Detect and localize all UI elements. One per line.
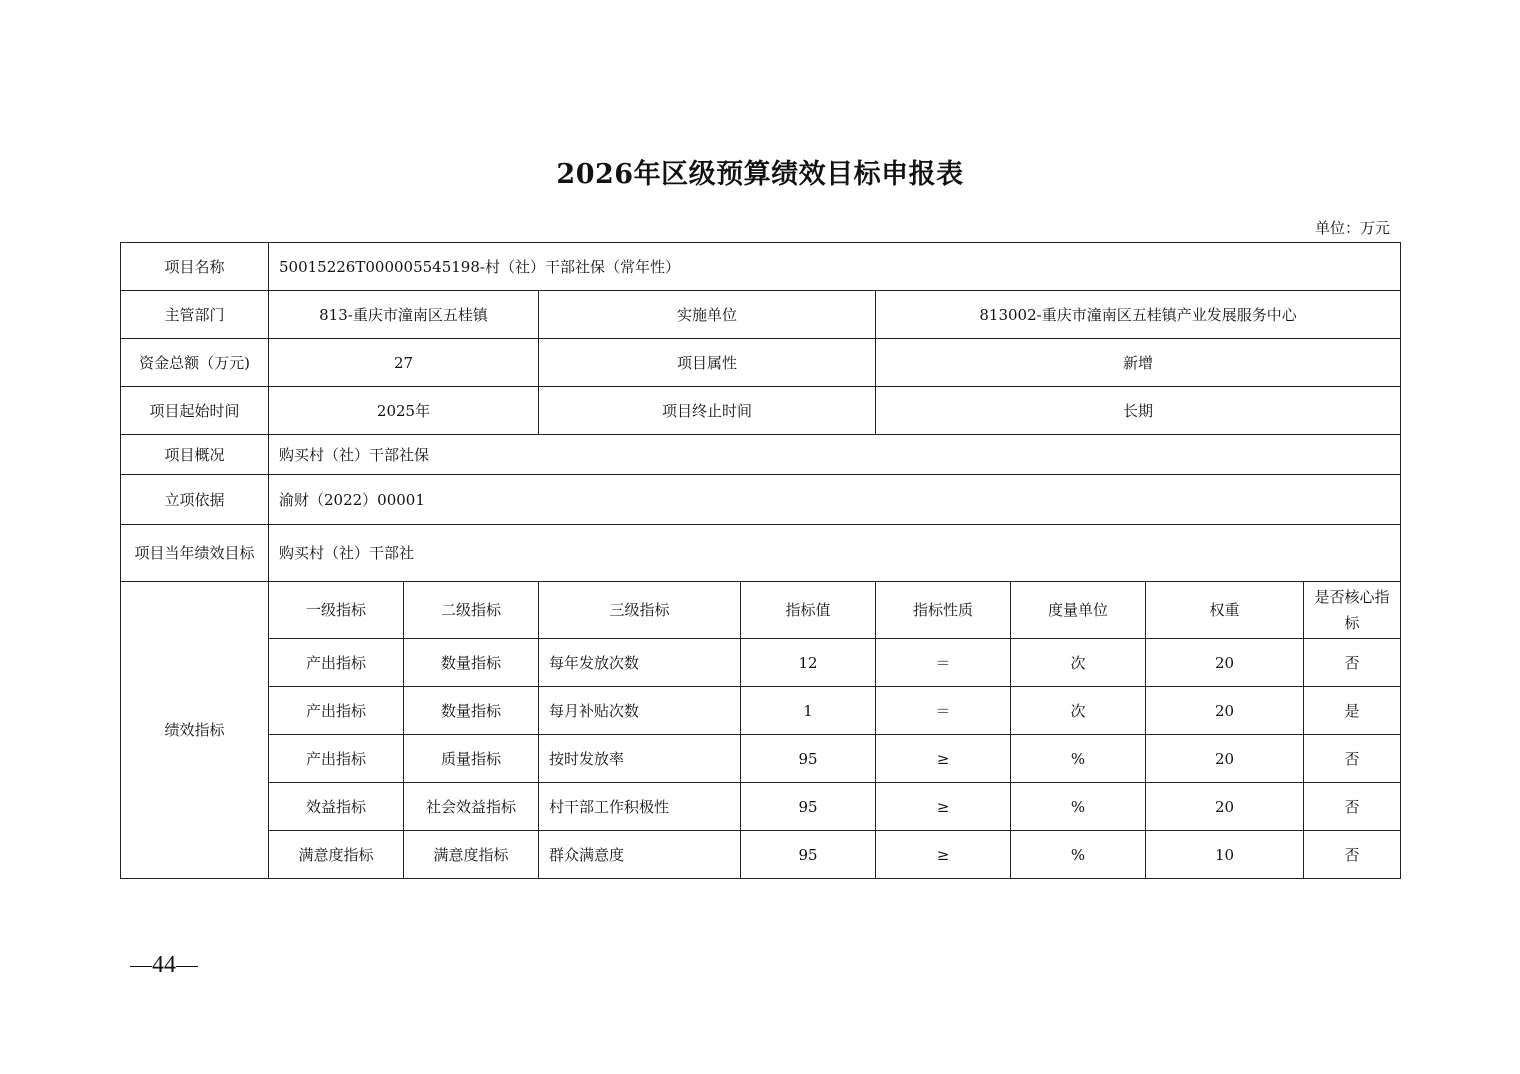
page-number-dash-right <box>176 966 198 967</box>
table-row <box>121 783 1401 831</box>
fund-label: 资金总额（万元) <box>121 339 269 387</box>
cell-level1: 产出指标 <box>269 687 404 735</box>
cell-weight: 20 <box>1146 687 1304 735</box>
cell-level3: 村干部工作积极性 <box>539 783 741 831</box>
cell-value: 12 <box>741 639 876 687</box>
cell-level3: 每年发放次数 <box>539 639 741 687</box>
cell-level3: 每月补贴次数 <box>539 687 741 735</box>
cell-level1: 效益指标 <box>269 783 404 831</box>
cell-core: 是 <box>1304 687 1401 735</box>
start-value: 2025年 <box>269 387 539 435</box>
cell-value: 95 <box>741 735 876 783</box>
cell-unit: % <box>1011 783 1146 831</box>
cell-unit: 次 <box>1011 639 1146 687</box>
goal-value: 购买村（社）干部社 <box>269 525 1401 582</box>
cell-level1: 产出指标 <box>269 735 404 783</box>
cell-value: 95 <box>741 783 876 831</box>
overview-label: 项目概况 <box>121 435 269 475</box>
page-title: 2026年区级预算绩效目标申报表 <box>556 159 964 190</box>
impl-label: 实施单位 <box>539 291 876 339</box>
cell-value: 1 <box>741 687 876 735</box>
overview-value: 购买村（社）干部社保 <box>269 435 1401 475</box>
cell-unit: 次 <box>1011 687 1146 735</box>
start-label: 项目起始时间 <box>121 387 269 435</box>
indicator-header-row <box>121 582 1401 639</box>
header-nature: 指标性质 <box>876 582 1011 639</box>
header-core: 是否核心指标 <box>1304 582 1401 639</box>
row-basis <box>121 475 1401 525</box>
row-department <box>121 291 1401 339</box>
cell-level2: 社会效益指标 <box>404 783 539 831</box>
impl-value: 813002-重庆市潼南区五桂镇产业发展服务中心 <box>876 291 1401 339</box>
end-value: 长期 <box>876 387 1401 435</box>
row-period <box>121 387 1401 435</box>
cell-level3: 群众满意度 <box>539 831 741 879</box>
cell-level2: 数量指标 <box>404 687 539 735</box>
cell-level2: 满意度指标 <box>404 831 539 879</box>
table-row <box>121 831 1401 879</box>
row-project-name <box>121 243 1401 291</box>
cell-weight: 20 <box>1146 639 1304 687</box>
header-value: 指标值 <box>741 582 876 639</box>
cell-nature: ＝ <box>876 687 1011 735</box>
end-label: 项目终止时间 <box>539 387 876 435</box>
attr-label: 项目属性 <box>539 339 876 387</box>
attr-value: 新增 <box>876 339 1401 387</box>
row-overview <box>121 435 1401 475</box>
page-number <box>130 952 198 979</box>
header-unit: 度量单位 <box>1011 582 1146 639</box>
header-weight: 权重 <box>1146 582 1304 639</box>
project-name-label: 项目名称 <box>121 243 269 291</box>
budget-form-table <box>120 242 1401 879</box>
cell-core: 否 <box>1304 783 1401 831</box>
unit-label: 单位：万元 <box>1314 219 1390 237</box>
cell-level1: 满意度指标 <box>269 831 404 879</box>
dept-value: 813-重庆市潼南区五桂镇 <box>269 291 539 339</box>
cell-weight: 20 <box>1146 735 1304 783</box>
table-row <box>121 687 1401 735</box>
page-number-dash-left <box>130 966 152 967</box>
table-row <box>121 639 1401 687</box>
cell-nature: ≥ <box>876 735 1011 783</box>
dept-label: 主管部门 <box>121 291 269 339</box>
header-level3: 三级指标 <box>539 582 741 639</box>
cell-core: 否 <box>1304 831 1401 879</box>
cell-weight: 10 <box>1146 831 1304 879</box>
basis-value: 渝财（2022）00001 <box>269 475 1401 525</box>
table-row <box>121 735 1401 783</box>
page-number-text: 44 <box>152 952 176 978</box>
row-goal <box>121 525 1401 582</box>
goal-label: 项目当年绩效目标 <box>121 525 269 582</box>
cell-core: 否 <box>1304 735 1401 783</box>
fund-value: 27 <box>269 339 539 387</box>
project-name-value: 50015226T000005545198-村（社）干部社保（常年性） <box>269 243 1401 291</box>
cell-nature: ＝ <box>876 639 1011 687</box>
row-fund <box>121 339 1401 387</box>
cell-level2: 质量指标 <box>404 735 539 783</box>
cell-unit: % <box>1011 831 1146 879</box>
cell-level3: 按时发放率 <box>539 735 741 783</box>
header-level1: 一级指标 <box>269 582 404 639</box>
cell-nature: ≥ <box>876 831 1011 879</box>
cell-level2: 数量指标 <box>404 639 539 687</box>
cell-weight: 20 <box>1146 783 1304 831</box>
cell-nature: ≥ <box>876 783 1011 831</box>
cell-unit: % <box>1011 735 1146 783</box>
cell-level1: 产出指标 <box>269 639 404 687</box>
basis-label: 立项依据 <box>121 475 269 525</box>
cell-value: 95 <box>741 831 876 879</box>
cell-core: 否 <box>1304 639 1401 687</box>
indicator-section-label: 绩效指标 <box>121 582 269 879</box>
header-level2: 二级指标 <box>404 582 539 639</box>
